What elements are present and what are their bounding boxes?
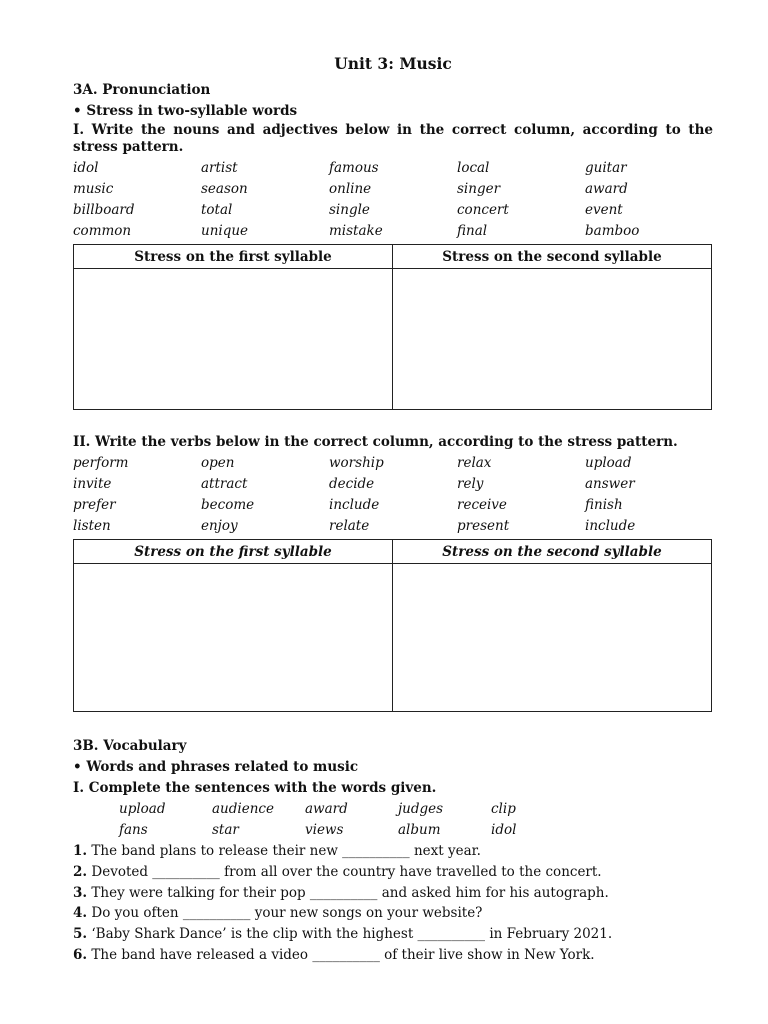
sentence-item <box>73 841 713 862</box>
word-item: award <box>585 181 628 197</box>
part2-word-grid <box>73 453 713 537</box>
word-item: idol <box>73 160 99 176</box>
word-item: famous <box>329 160 379 176</box>
word-item: star <box>212 822 239 838</box>
word-item: award <box>305 801 348 817</box>
word-item: relate <box>329 518 370 534</box>
word-item: present <box>457 518 510 534</box>
word-item: become <box>201 497 255 513</box>
part2-answer-table <box>73 539 712 712</box>
part1-word-grid <box>73 158 713 242</box>
word-item: local <box>457 160 490 176</box>
col-header-second: Stress on the second syllable <box>393 540 712 564</box>
word-item: rely <box>457 476 484 492</box>
word-item: single <box>329 202 370 218</box>
sentence-item <box>73 945 713 966</box>
word-item: album <box>398 822 441 838</box>
word-item: clip <box>491 801 516 817</box>
section-a-heading: 3A. Pronunciation <box>73 82 211 98</box>
word-item: decide <box>329 476 375 492</box>
word-item: relax <box>457 455 492 471</box>
col-header-second: Stress on the second syllable <box>393 245 712 269</box>
part1-answer-table <box>73 244 712 410</box>
word-item: fans <box>119 822 148 838</box>
sentence-list <box>73 841 713 966</box>
sentence-number: 5. <box>73 926 88 943</box>
word-item: listen <box>73 518 111 534</box>
word-item: open <box>201 455 235 471</box>
sentence-item <box>73 924 713 945</box>
word-item: artist <box>201 160 238 176</box>
sentence-number: 2. <box>73 863 88 880</box>
word-item: upload <box>119 801 166 817</box>
sentence-text: ‘Baby Shark Dance’ is the clip with the highest __________ in February 2021. <box>91 926 613 943</box>
word-item: invite <box>73 476 112 492</box>
word-item: include <box>329 497 380 513</box>
word-item: audience <box>212 801 274 817</box>
section-b-subheading: • Words and phrases related to music <box>73 759 359 775</box>
word-item: season <box>201 181 248 197</box>
worksheet-page <box>73 54 713 966</box>
part2-instruction: II. Write the verbs below in the correct column, according to the stress pattern. <box>73 434 678 450</box>
part1-instruction: I. Write the nouns and adjectives below in the correct column, according to the stress pattern. <box>73 122 713 155</box>
word-item: guitar <box>585 160 627 176</box>
word-item: total <box>201 202 233 218</box>
word-item: event <box>585 202 623 218</box>
answer-cell-second[interactable] <box>393 564 712 712</box>
word-item: mistake <box>329 223 383 239</box>
col-header-first: Stress on the first syllable <box>74 245 393 269</box>
word-item: final <box>457 223 488 239</box>
word-item: music <box>73 181 114 197</box>
word-item: attract <box>201 476 248 492</box>
sentence-number: 6. <box>73 946 88 963</box>
answer-cell-first[interactable] <box>74 269 393 410</box>
word-item: common <box>73 223 132 239</box>
page-title: Unit 3: Music <box>334 54 452 73</box>
sentence-item <box>73 862 713 883</box>
section-a-subheading: • Stress in two-syllable words <box>73 103 298 119</box>
col-header-first: Stress on the first syllable <box>74 540 393 564</box>
word-item: bamboo <box>585 223 640 239</box>
sentence-number: 4. <box>73 905 88 922</box>
word-item: unique <box>201 223 249 239</box>
sentence-text: The band plans to release their new __________ next year. <box>91 843 481 859</box>
word-item: answer <box>585 476 635 492</box>
word-item: perform <box>73 455 129 471</box>
sentence-text: They were talking for their pop __________ and asked him for his autograph. <box>91 884 609 901</box>
word-item: billboard <box>73 202 135 218</box>
word-item: idol <box>491 822 517 838</box>
word-item: online <box>329 181 372 197</box>
word-item: views <box>305 822 344 838</box>
sentence-item <box>73 903 713 924</box>
word-item: prefer <box>73 497 116 513</box>
sentence-number: 1. <box>73 843 88 859</box>
word-item: receive <box>457 497 507 513</box>
word-item: enjoy <box>201 518 238 534</box>
section-b-instruction: I. Complete the sentences with the words given. <box>73 780 437 796</box>
sentence-item <box>73 883 713 904</box>
section-b-heading: 3B. Vocabulary <box>73 738 187 754</box>
word-item: include <box>585 518 636 534</box>
sentence-text: Do you often __________ your new songs on your website? <box>91 905 483 922</box>
sentence-number: 3. <box>73 884 88 901</box>
word-item: upload <box>585 455 632 471</box>
sentence-text: The band have released a video __________ of their live show in New York. <box>91 946 595 963</box>
sentence-text: Devoted __________ from all over the country have travelled to the concert. <box>91 863 602 880</box>
vocab-word-grid <box>119 799 713 841</box>
word-item: concert <box>457 202 509 218</box>
word-item: judges <box>398 801 444 817</box>
answer-cell-first[interactable] <box>74 564 393 712</box>
word-item: singer <box>457 181 501 197</box>
word-item: finish <box>585 497 623 513</box>
word-item: worship <box>329 455 384 471</box>
answer-cell-second[interactable] <box>393 269 712 410</box>
